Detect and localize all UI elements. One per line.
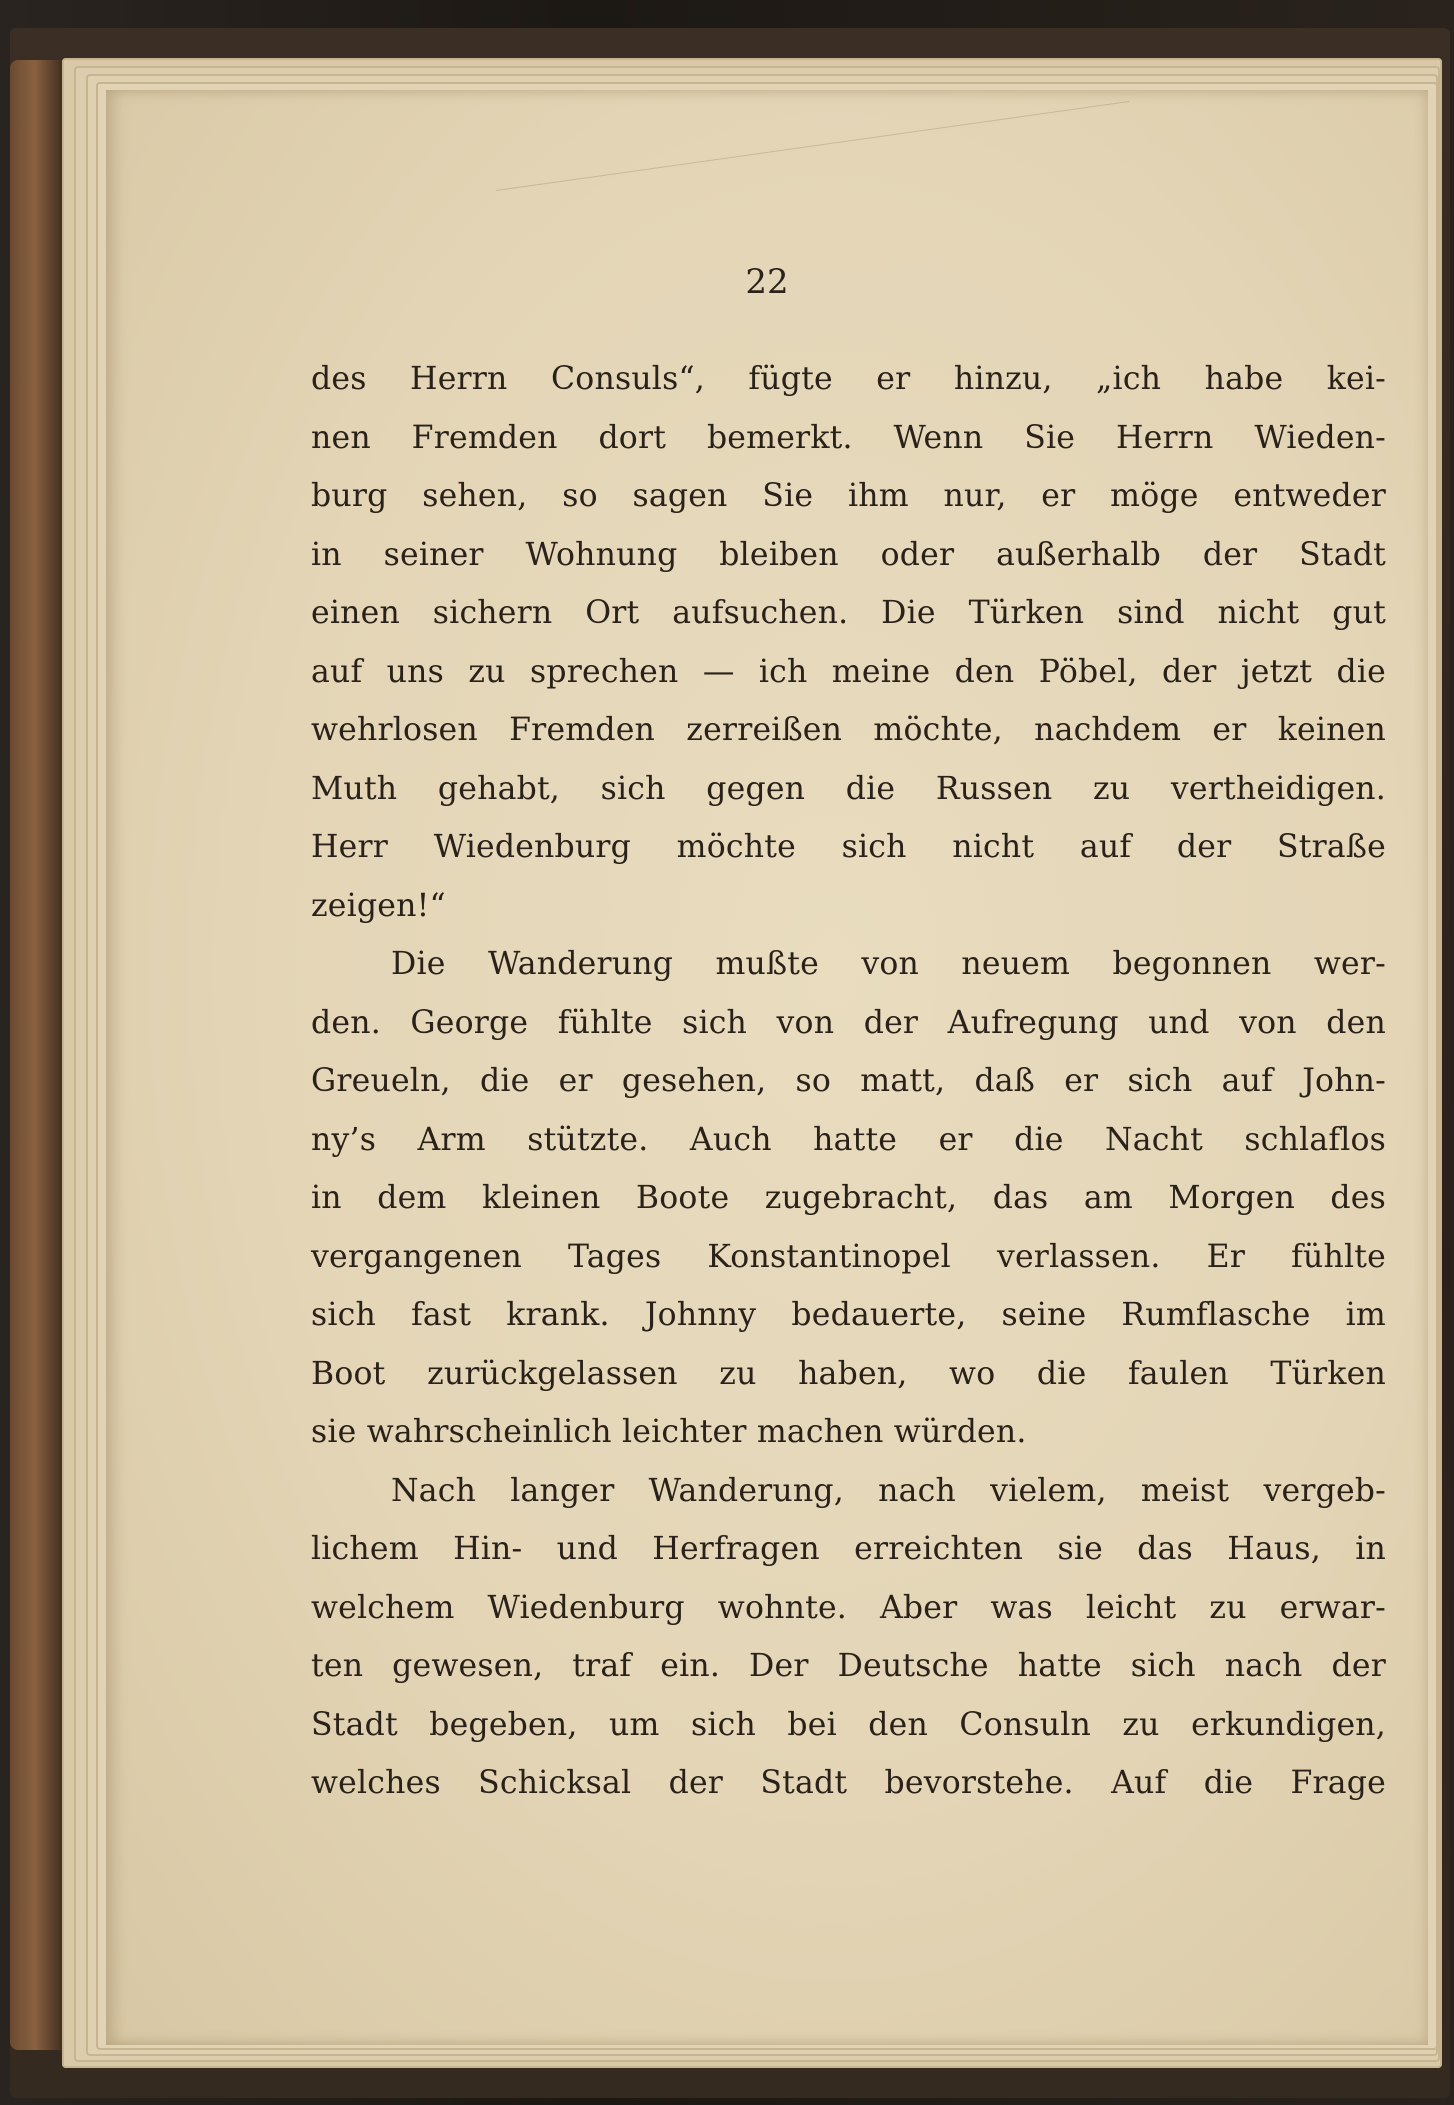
page-number: 22 [745, 262, 789, 302]
text-line: welches Schicksal der Stadt bevorstehe. Auf die Frage [311, 1765, 1386, 1801]
text-line: sich fast krank. Johnny bedauerte, seine Rumflasche im [311, 1297, 1386, 1333]
text-line: auf uns zu sprechen — ich meine den Pöbel, der jetzt die [311, 653, 1386, 690]
text-line: ny’s Arm stützte. Auch hatte er die Nacht schlaflos [311, 1121, 1386, 1158]
body-text [311, 350, 1386, 1813]
page-crease [496, 101, 1130, 191]
text-line: zeigen!“ [311, 887, 446, 924]
text-line: den. George fühlte sich von der Aufregung und von den [311, 1004, 1386, 1041]
text-line: welchem Wiedenburg wohnte. Aber was leicht zu erwar- [311, 1589, 1386, 1626]
text-line: Nach langer Wanderung, nach vielem, meist vergeb- [391, 1472, 1386, 1509]
text-line: in dem kleinen Boote zugebracht, das am Morgen des [311, 1180, 1386, 1216]
text-line: Stadt begeben, um sich bei den Consuln zu erkundigen, [311, 1706, 1386, 1743]
text-line: vergangenen Tages Konstantinopel verlassen. Er fühlte [311, 1238, 1386, 1275]
text-line: Greueln, die er gesehen, so matt, daß er sich auf John- [311, 1063, 1386, 1099]
text-line: einen sichern Ort aufsuchen. Die Türken sind nicht gut [311, 595, 1386, 631]
text-line: Die Wanderung mußte von neuem begonnen wer- [391, 946, 1386, 982]
text-line: burg sehen, so sagen Sie ihm nur, er möge entweder [311, 478, 1386, 514]
text-line: nen Fremden dort bemerkt. Wenn Sie Herrn Wieden- [311, 419, 1386, 456]
text-line: sie wahrscheinlich leichter machen würden. [311, 1414, 1027, 1450]
text-line: ten gewesen, traf ein. Der Deutsche hatte sich nach der [311, 1648, 1386, 1684]
text-line: Muth gehabt, sich gegen die Russen zu vertheidigen. [311, 770, 1386, 807]
book-spine-edge [10, 60, 65, 2050]
text-line: wehrlosen Fremden zerreißen möchte, nachdem er keinen [311, 712, 1386, 748]
book-page [106, 90, 1428, 2045]
text-line: Herr Wiedenburg möchte sich nicht auf der Straße [311, 829, 1386, 865]
text-line: des Herrn Consuls“, fügte er hinzu, „ich habe kei- [311, 361, 1386, 397]
text-line: in seiner Wohnung bleiben oder außerhalb der Stadt [311, 536, 1386, 573]
text-line: Boot zurückgelassen zu haben, wo die faulen Türken [311, 1355, 1386, 1392]
text-line: lichem Hin- und Herfragen erreichten sie das Haus, in [311, 1531, 1386, 1567]
